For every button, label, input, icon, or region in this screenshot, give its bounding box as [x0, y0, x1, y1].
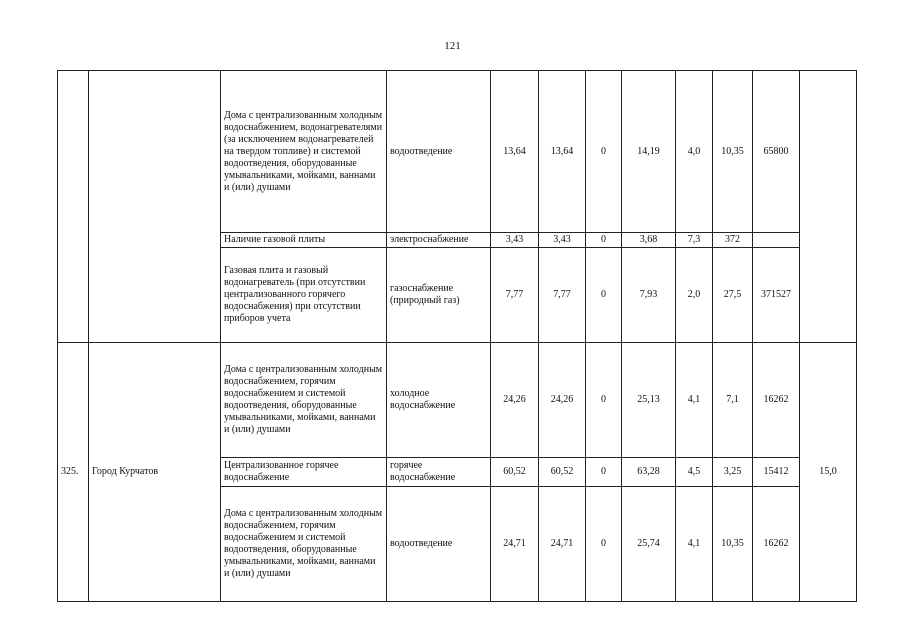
value-cell: 13,64 — [491, 71, 539, 233]
value-cell — [753, 233, 800, 248]
value-cell: 4,1 — [676, 487, 713, 602]
value-cell: 10,35 — [713, 487, 753, 602]
value-cell: 0 — [586, 343, 622, 458]
locality-cell — [89, 71, 221, 343]
value-cell: 0 — [586, 458, 622, 487]
value-cell: 24,71 — [539, 487, 586, 602]
value-cell: 60,52 — [539, 458, 586, 487]
table-row — [58, 71, 857, 233]
value-cell: 16262 — [753, 343, 800, 458]
value-cell: 4,5 — [676, 458, 713, 487]
value-cell: 0 — [586, 248, 622, 343]
extra-cell — [800, 71, 857, 343]
value-cell: 372 — [713, 233, 753, 248]
description-cell: Дома с централизованным холодным водоснабжением, горячим водоснабжением и системой водоотведения, оборудованные умывальниками, мойками, ваннами и (или) душами — [221, 487, 387, 602]
group-number-cell: 325. — [58, 343, 89, 602]
value-cell: 25,74 — [622, 487, 676, 602]
service-cell: водоотведение — [387, 487, 491, 602]
service-cell: водоотведение — [387, 71, 491, 233]
value-cell: 27,5 — [713, 248, 753, 343]
service-cell: холодное водоснабжение — [387, 343, 491, 458]
value-cell: 3,43 — [491, 233, 539, 248]
value-cell: 7,3 — [676, 233, 713, 248]
value-cell: 3,25 — [713, 458, 753, 487]
group-number-cell — [58, 71, 89, 343]
service-cell: электроснабжение — [387, 233, 491, 248]
value-cell: 3,68 — [622, 233, 676, 248]
value-cell: 7,77 — [539, 248, 586, 343]
value-cell: 14,19 — [622, 71, 676, 233]
value-cell: 24,71 — [491, 487, 539, 602]
table-row — [58, 343, 857, 458]
value-cell: 15412 — [753, 458, 800, 487]
value-cell: 4,0 — [676, 71, 713, 233]
extra-cell: 15,0 — [800, 343, 857, 602]
description-cell: Наличие газовой плиты — [221, 233, 387, 248]
value-cell: 7,77 — [491, 248, 539, 343]
value-cell: 10,35 — [713, 71, 753, 233]
page-number: 121 — [444, 40, 461, 52]
tariff-table — [57, 70, 857, 602]
value-cell: 24,26 — [539, 343, 586, 458]
value-cell: 65800 — [753, 71, 800, 233]
value-cell: 63,28 — [622, 458, 676, 487]
value-cell: 2,0 — [676, 248, 713, 343]
value-cell: 4,1 — [676, 343, 713, 458]
value-cell: 25,13 — [622, 343, 676, 458]
value-cell: 3,43 — [539, 233, 586, 248]
description-cell: Централизованное горячее водоснабжение — [221, 458, 387, 487]
value-cell: 0 — [586, 233, 622, 248]
description-cell: Дома с централизованным холодным водоснабжением, водонагревателями (за исключением водонагревателей на твердом топливе) и системой водоотведения, оборудованные умывальниками, мойками, ваннами и (или) душами — [221, 71, 387, 233]
description-cell: Газовая плита и газовый водонагреватель (при отсутствии централизованного горячего водоснабжения) при отсутствии приборов учета — [221, 248, 387, 343]
value-cell: 371527 — [753, 248, 800, 343]
service-cell: газоснабжение (природный газ) — [387, 248, 491, 343]
value-cell: 24,26 — [491, 343, 539, 458]
value-cell: 7,93 — [622, 248, 676, 343]
value-cell: 60,52 — [491, 458, 539, 487]
value-cell: 7,1 — [713, 343, 753, 458]
value-cell: 0 — [586, 487, 622, 602]
value-cell: 13,64 — [539, 71, 586, 233]
description-cell: Дома с централизованным холодным водоснабжением, горячим водоснабжением и системой водоотведения, оборудованные умывальниками, мойками, ваннами и (или) душами — [221, 343, 387, 458]
value-cell: 0 — [586, 71, 622, 233]
locality-cell: Город Курчатов — [89, 343, 221, 602]
service-cell: горячее водоснабжение — [387, 458, 491, 487]
value-cell: 16262 — [753, 487, 800, 602]
